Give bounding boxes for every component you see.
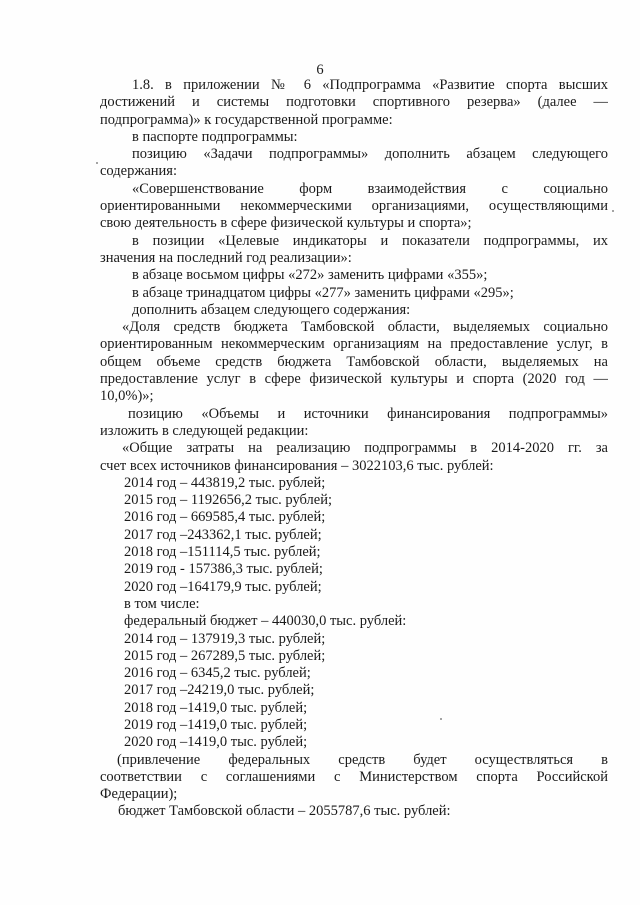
text-line: 2017 год –243362,1 тыс. рублей; [124,526,322,543]
text-line: (привлечение федеральных средств будет осуществляться в [117,751,608,768]
text-line: 2015 год – 1192656,2 тыс. рублей; [124,492,332,509]
text-line: предоставление услуг в сфере физической культуры и спорта (2020 год — [100,371,608,388]
text-line: 2016 год – 6345,2 тыс. рублей; [124,665,311,682]
text-line: «Общие затраты на реализацию подпрограммы в 2014-2020 гг. за [122,440,608,457]
text-line: 2017 год –24219,0 тыс. рублей; [124,682,315,699]
text-line: 2014 год – 443819,2 тыс. рублей; [124,474,326,491]
text-line: федеральный бюджет – 440030,0 тыс. рублей: [124,613,407,630]
text-line: 1.8. в приложении № 6 «Подпрограмма «Развитие спорта высших [132,77,608,93]
scan-speck [612,210,614,212]
text-line: Федерации); [100,786,178,803]
text-line: 2019 год - 157386,3 тыс. рублей; [124,561,323,578]
text-line: в абзаце восьмом цифры «272» заменить цифрами «355»; [132,267,488,284]
text-line: 2014 год – 137919,3 тыс. рублей; [124,630,326,647]
text-line: в том числе: [124,595,200,612]
text-line: достижений и системы подготовки спортивного резерва» (далее — [100,94,608,111]
text-line: изложить в следующей редакции: [100,422,309,439]
text-line: 2019 год –1419,0 тыс. рублей; [124,716,308,733]
text-line: соответствии с соглашениями с Министерством спорта Российской [100,768,608,785]
text-line: подпрограмма)» к государственной программе: [100,111,393,128]
text-line: 2018 год –151114,5 тыс. рублей; [124,544,321,561]
text-line: значения на последний год реализации»: [100,249,352,266]
text-line: 2018 год –1419,0 тыс. рублей; [124,699,308,716]
text-line: в позиции «Целевые индикаторы и показатели подпрограммы, их [132,232,608,249]
text-line: «Доля средств бюджета Тамбовской области, выделяемых социально [122,319,608,336]
text-line: позицию «Задачи подпрограммы» дополнить абзацем следующего [132,146,608,163]
text-line: 2020 год –164179,9 тыс. рублей; [124,578,322,595]
text-line: ориентированными некоммерческими организациями, осуществляющими [100,198,608,215]
text-line: 2020 год –1419,0 тыс. рублей; [124,734,308,751]
text-line: счет всех источников финансирования – 3022103,6 тыс. рублей: [100,457,494,474]
text-line: общем объеме средств бюджета Тамбовской области, выделяемых на [100,353,608,370]
text-line: позицию «Объемы и источники финансирования подпрограммы» [128,405,608,422]
scan-speck [440,718,442,720]
text-line: свою деятельность в сфере физической культуры и спорта»; [100,215,472,232]
page-number: 6 [316,62,324,78]
text-line: ориентированным некоммерческим организациям на предоставление услуг, в [100,336,608,353]
text-line: 2016 год – 669585,4 тыс. рублей; [124,509,326,526]
text-line: 2015 год – 267289,5 тыс. рублей; [124,647,326,664]
document-body [100,77,608,821]
text-line: 10,0%)»; [100,388,154,405]
text-line: «Совершенствование форм взаимодействия с социально [132,180,608,197]
scan-speck [96,162,98,164]
text-line: в паспорте подпрограммы: [132,128,298,145]
text-line: в абзаце тринадцатом цифры «277» заменить цифрами «295»; [132,284,514,301]
text-line: дополнить абзацем следующего содержания: [132,301,411,318]
text-line: содержания: [100,163,178,180]
text-line: бюджет Тамбовской области – 2055787,6 тыс. рублей: [118,803,451,820]
